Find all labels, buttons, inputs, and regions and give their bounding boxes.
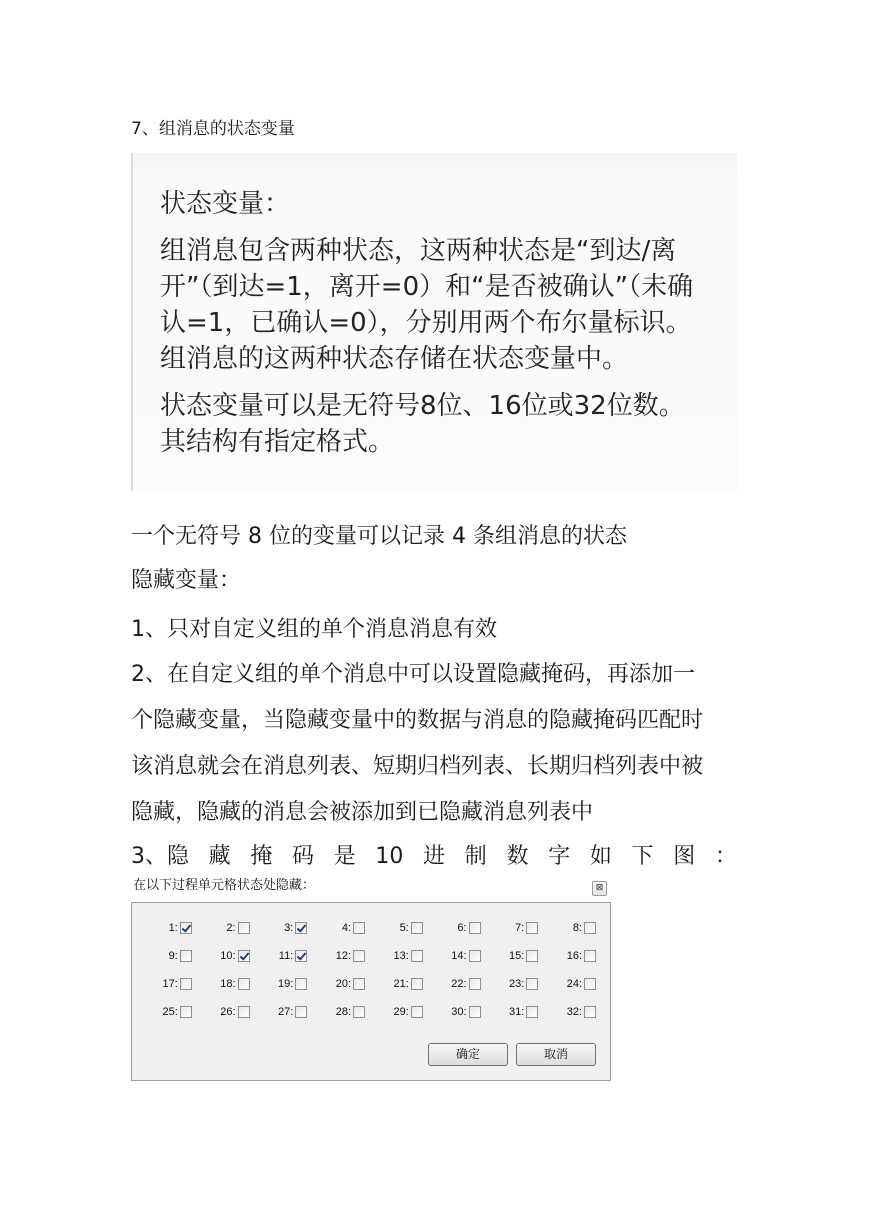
checkbox-cell — [140, 917, 198, 939]
checkbox-label: 13: — [393, 950, 409, 962]
excerpt-image — [131, 153, 737, 491]
state-checkbox[interactable] — [584, 1006, 596, 1018]
state-checkbox[interactable] — [526, 978, 538, 990]
checkbox-cell — [371, 973, 429, 995]
state-checkbox[interactable] — [180, 922, 192, 934]
checkbox-cell — [256, 1001, 314, 1023]
checkbox-cell — [371, 1001, 429, 1023]
checkbox-label: 8: — [572, 922, 582, 934]
state-checkbox[interactable] — [526, 1006, 538, 1018]
token: 藏 — [208, 844, 231, 869]
state-checkbox[interactable] — [411, 1006, 423, 1018]
checkbox-cell — [256, 973, 314, 995]
checkbox-label: 30: — [451, 1006, 467, 1018]
checkbox-label: 3: — [284, 922, 294, 934]
checkbox-label: 27: — [277, 1006, 294, 1018]
token: 10 — [375, 844, 404, 869]
checkbox-cell — [487, 973, 545, 995]
state-checkbox[interactable] — [238, 950, 250, 962]
state-checkbox[interactable] — [295, 978, 307, 990]
checkbox-label: 23: — [508, 978, 525, 990]
checkbox-label: 16: — [566, 950, 582, 962]
token: 掩 — [250, 844, 273, 869]
excerpt-paragraph-1 — [160, 233, 735, 377]
checkbox-cell — [429, 973, 487, 995]
checkbox-label: 31: — [508, 1006, 525, 1018]
state-checkbox[interactable] — [526, 950, 538, 962]
checkbox-label: 21: — [393, 978, 409, 990]
checkbox-grid — [140, 917, 602, 1023]
state-checkbox[interactable] — [295, 922, 307, 934]
checkbox-label: 29: — [393, 1006, 409, 1018]
state-checkbox[interactable] — [469, 1006, 481, 1018]
close-icon[interactable]: ⊠ — [592, 881, 607, 896]
state-checkbox[interactable] — [469, 950, 481, 962]
dialog-panel — [131, 902, 611, 1081]
body-line-point-2b: 个隐藏变量，当隐藏变量中的数据与消息的隐藏掩码匹配时 — [131, 708, 704, 733]
checkbox-label: 11: — [278, 950, 294, 962]
excerpt-title: 状态变量： — [160, 189, 291, 219]
checkbox-cell — [256, 945, 314, 967]
checkbox-label: 24: — [566, 978, 582, 990]
checkbox-cell — [313, 1001, 371, 1023]
state-checkbox[interactable] — [411, 922, 423, 934]
checkbox-label: 19: — [277, 978, 294, 990]
checkbox-label: 18: — [220, 978, 236, 990]
checkbox-label: 1: — [168, 922, 178, 934]
excerpt-line: 认=1，已确认=0），分别用两个布尔量标识。 — [160, 308, 692, 338]
state-checkbox[interactable] — [584, 922, 596, 934]
dialog-title: 在以下过程单元格状态处隐藏： — [133, 878, 316, 893]
state-checkbox[interactable] — [238, 922, 250, 934]
body-line-variable-capacity: 一个无符号 8 位的变量可以记录 4 条组消息的状态 — [131, 524, 627, 549]
checkbox-cell — [198, 917, 256, 939]
state-checkbox[interactable] — [295, 1006, 307, 1018]
checkbox-cell — [198, 973, 256, 995]
state-checkbox[interactable] — [469, 922, 481, 934]
checkbox-cell — [198, 945, 256, 967]
checkbox-label: 17: — [162, 978, 178, 990]
excerpt-line: 组消息包含两种状态，这两种状态是“到达/离 — [160, 236, 677, 266]
cancel-button[interactable]: 取消 — [516, 1043, 596, 1066]
checkbox-cell — [313, 945, 371, 967]
state-checkbox[interactable] — [238, 978, 250, 990]
checkbox-cell — [256, 917, 314, 939]
excerpt-paragraph-2 — [160, 388, 735, 460]
section-heading: 7、组消息的状态变量 — [131, 119, 295, 139]
checkbox-cell — [487, 917, 545, 939]
state-checkbox[interactable] — [584, 950, 596, 962]
checkbox-cell — [429, 1001, 487, 1023]
excerpt-line: 状态变量可以是无符号8位、16位或32位数。 — [160, 391, 685, 421]
token: 是 — [333, 844, 356, 869]
state-checkbox[interactable] — [353, 1006, 365, 1018]
checkbox-label: 6: — [457, 922, 467, 934]
checkbox-label: 25: — [162, 1006, 178, 1018]
checkbox-label: 4: — [341, 922, 351, 934]
state-checkbox[interactable] — [526, 922, 538, 934]
checkbox-label: 22: — [451, 978, 467, 990]
checkbox-cell — [198, 1001, 256, 1023]
checkbox-cell — [429, 917, 487, 939]
token: 3、隐 — [131, 844, 189, 869]
checkbox-cell — [371, 917, 429, 939]
excerpt-line: 其结构有指定格式。 — [160, 427, 395, 457]
token: 字 — [548, 844, 571, 869]
checkbox-cell — [544, 917, 602, 939]
body-line-point-3 — [131, 842, 737, 872]
state-checkbox[interactable] — [180, 950, 192, 962]
token: 制 — [464, 844, 487, 869]
checkbox-cell — [487, 1001, 545, 1023]
checkbox-label: 12: — [335, 950, 351, 962]
checkbox-label: 32: — [566, 1006, 582, 1018]
state-checkbox[interactable] — [353, 978, 365, 990]
body-line-point-2d: 隐藏，隐藏的消息会被添加到已隐藏消息列表中 — [131, 800, 594, 825]
state-checkbox[interactable] — [180, 1006, 192, 1018]
token: 下 — [631, 844, 654, 869]
state-checkbox[interactable] — [411, 950, 423, 962]
body-line-point-2a: 2、在自定义组的单个消息中可以设置隐藏掩码，再添加一 — [131, 662, 695, 687]
checkbox-label: 9: — [168, 950, 178, 962]
checkbox-label: 14: — [451, 950, 467, 962]
checkbox-label: 2: — [226, 922, 236, 934]
token: 码 — [292, 844, 315, 869]
token: 数 — [506, 844, 529, 869]
checkbox-label: 7: — [515, 922, 525, 934]
excerpt-line: 组消息的这两种状态存储在状态变量中。 — [160, 344, 629, 374]
checkbox-cell — [429, 945, 487, 967]
state-checkbox[interactable] — [411, 978, 423, 990]
checkbox-cell — [371, 945, 429, 967]
state-checkbox[interactable] — [353, 950, 365, 962]
checkbox-cell — [544, 945, 602, 967]
token: 进 — [423, 844, 446, 869]
state-checkbox[interactable] — [180, 978, 192, 990]
checkbox-cell — [544, 1001, 602, 1023]
checkbox-cell — [140, 945, 198, 967]
checkbox-label: 26: — [220, 1006, 236, 1018]
token: ： — [714, 844, 737, 869]
body-line-point-2c: 该消息就会在消息列表、短期归档列表、长期归档列表中被 — [131, 754, 704, 779]
checkbox-label: 28: — [335, 1006, 351, 1018]
state-checkbox[interactable] — [584, 978, 596, 990]
state-checkbox[interactable] — [353, 922, 365, 934]
hide-mask-dialog — [131, 876, 611, 1081]
checkbox-label: 5: — [399, 922, 409, 934]
checkbox-label: 20: — [335, 978, 351, 990]
token: 如 — [589, 844, 612, 869]
state-checkbox[interactable] — [238, 1006, 250, 1018]
ok-button[interactable]: 确定 — [428, 1043, 508, 1066]
checkbox-cell — [313, 917, 371, 939]
checkbox-cell — [487, 945, 545, 967]
checkbox-cell — [140, 973, 198, 995]
checkbox-cell — [544, 973, 602, 995]
body-line-hidden-variable: 隐藏变量： — [131, 568, 242, 593]
excerpt-line: 开”（到达=1，离开=0）和“是否被确认”（未确 — [160, 272, 694, 302]
checkbox-cell — [140, 1001, 198, 1023]
token: 图 — [673, 844, 696, 869]
checkbox-cell — [313, 973, 371, 995]
checkbox-label: 15: — [508, 950, 525, 962]
body-line-point-1: 1、只对自定义组的单个消息消息有效 — [131, 617, 497, 642]
checkbox-label: 10: — [220, 950, 236, 962]
state-checkbox[interactable] — [469, 978, 481, 990]
state-checkbox[interactable] — [295, 950, 307, 962]
